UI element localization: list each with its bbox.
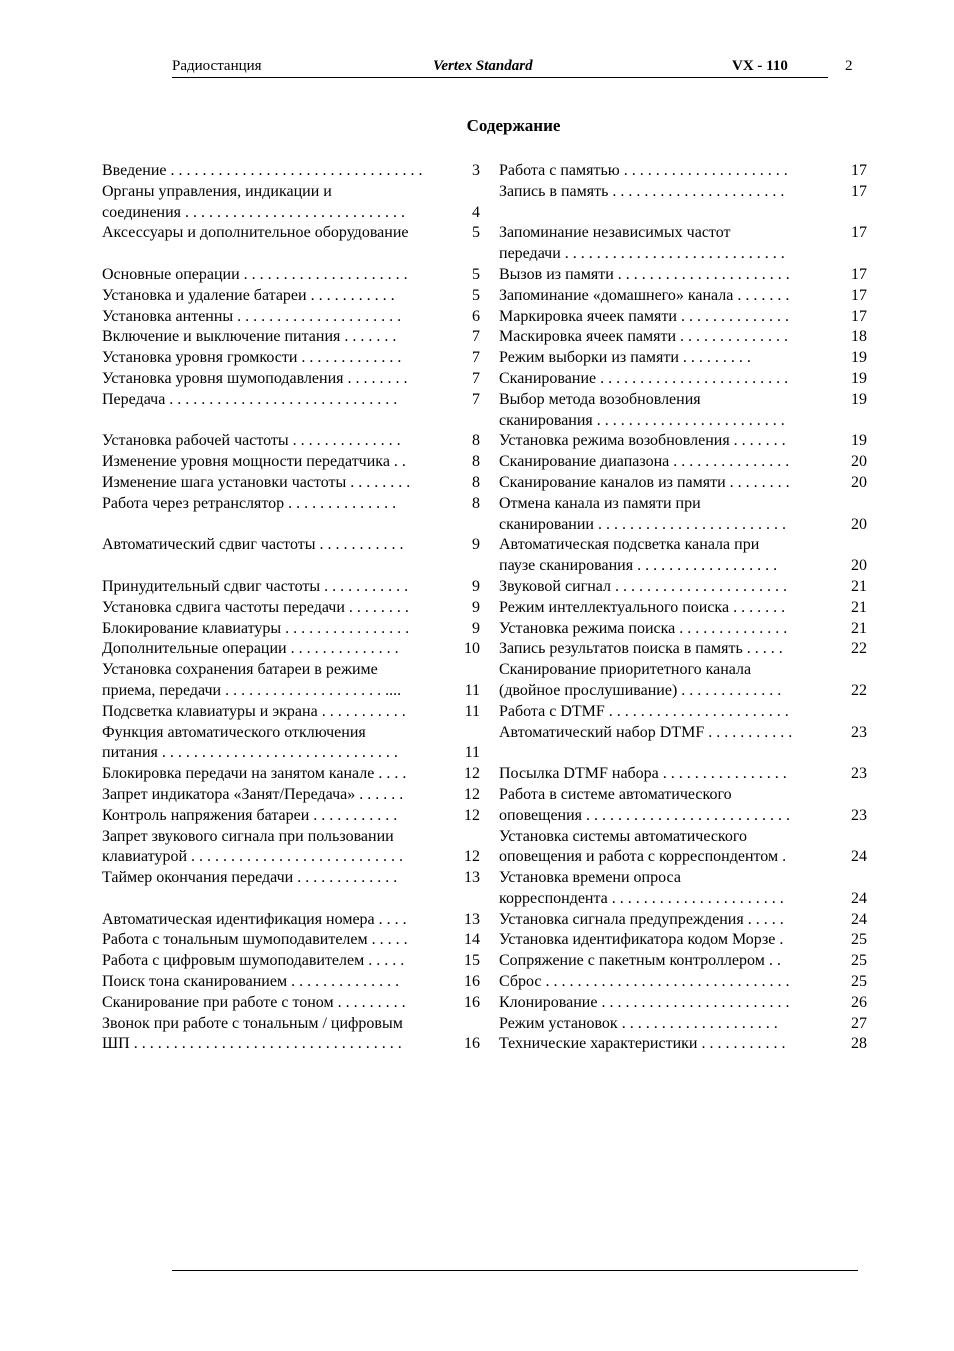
toc-entry-page: 20 (851, 473, 867, 491)
toc-entry-page: 7 (472, 390, 480, 408)
toc-entry (499, 660, 867, 681)
header-device-type: Радиостанция (172, 58, 262, 74)
toc-entry (499, 577, 867, 598)
toc-entry-title: Режим выборки из памяти . . . . . . . . . (499, 349, 751, 367)
toc-entry-title: Подсветка клавиатуры и экрана . . . . . . . . . . . (102, 702, 406, 720)
toc-entry-title: Режим интеллектуального поиска . . . . . . . (499, 598, 786, 616)
toc-entry (499, 889, 867, 910)
toc-entry (499, 411, 867, 432)
toc-entry-title: Отмена канала из памяти при (499, 494, 701, 512)
toc-entry-page: 24 (851, 910, 867, 928)
toc-entry (499, 161, 867, 182)
toc-entry (102, 951, 480, 972)
toc-entry-page: 27 (851, 1014, 867, 1032)
toc-entry (499, 868, 867, 889)
toc-entry-page: 10 (464, 640, 480, 658)
toc-entry-title: Органы управления, индикации и (102, 182, 332, 200)
toc-entry-page: 6 (472, 307, 480, 325)
toc-entry (102, 723, 480, 744)
toc-entry (499, 723, 867, 744)
toc-entry (499, 182, 867, 203)
toc-entry-title: Работа с памятью . . . . . . . . . . . . . . . . . . . . . (499, 162, 788, 179)
toc-entry-page: 19 (851, 432, 867, 450)
toc-entry-title: Сканирование . . . . . . . . . . . . . . . . . . . . . . . . (499, 369, 789, 387)
toc-entry-title: передачи . . . . . . . . . . . . . . . . . . . . . . . . . . . . (499, 245, 785, 263)
toc-entry-title: Работа с цифровым шумоподавителем . . . . . (102, 952, 405, 970)
toc-entry-page: 24 (851, 848, 867, 866)
toc-entry-page: 9 (472, 536, 480, 554)
toc-entry (102, 577, 480, 598)
toc-entry-page: 17 (851, 307, 867, 325)
toc-entry-title: Функция автоматического отключения (102, 723, 366, 741)
toc-entry-title: Выбор метода возобновления (499, 390, 701, 408)
toc-entry-page: 12 (464, 848, 480, 866)
toc-entry-page: 9 (472, 577, 480, 595)
toc-entry-page: 23 (851, 806, 867, 824)
toc-entry (499, 827, 867, 848)
toc-entry-title: приема, передачи . . . . . . . . . . . . . . . . . . . . .... (102, 681, 402, 699)
toc-entry (102, 639, 480, 660)
header-divider (172, 77, 828, 78)
toc-entry (102, 764, 480, 785)
toc-entry (102, 223, 480, 244)
toc-entry-title: сканировании . . . . . . . . . . . . . . . . . . . . . . . . (499, 515, 786, 533)
toc-entry-page: 9 (472, 598, 480, 616)
toc-entry-title: Технические характеристики . . . . . . . . . . . (499, 1035, 786, 1053)
toc-entry-page: 15 (464, 952, 480, 970)
toc-entry-title: Маскировка ячеек памяти . . . . . . . . . . . . . . (499, 328, 789, 346)
toc-entry-page: 21 (851, 598, 867, 616)
toc-entry-page: 5 (472, 224, 480, 242)
toc-entry (499, 556, 867, 577)
toc-entry-title: оповещения и работа с корреспондентом . (499, 848, 787, 866)
page-title: Содержание (466, 116, 561, 135)
toc-entry-title: Основные операции . . . . . . . . . . . . . . . . . . . . . (102, 265, 408, 283)
toc-entry-page: 13 (464, 910, 480, 928)
toc-entry-page: 21 (851, 577, 867, 595)
toc-entry-page: 11 (464, 681, 480, 699)
toc-entry (499, 743, 867, 764)
toc-entry-page: 16 (464, 1035, 480, 1053)
header-model: VX - 110 (732, 58, 788, 74)
toc-entry-page: 7 (472, 349, 480, 367)
toc-entry (499, 806, 867, 827)
toc-entry-page: 7 (472, 328, 480, 346)
footer-divider (172, 1270, 858, 1271)
header-page-number: 2 (845, 58, 853, 74)
toc-entry-title: Сканирование диапазона . . . . . . . . . . . . . . . (499, 453, 790, 471)
toc-entry-page: 18 (851, 328, 867, 346)
toc-entry-title: Работа с тональным шумоподавителем . . . . . (102, 931, 408, 949)
toc-entry-page: 11 (464, 702, 480, 720)
toc-entry-title: Посылка DTMF набора . . . . . . . . . . . . . . . . (499, 765, 787, 783)
toc-entry (499, 598, 867, 619)
toc-entry-title: Установка идентификатора кодом Морзе . (499, 931, 784, 949)
toc-entry-page: 19 (851, 390, 867, 408)
toc-entry (499, 431, 867, 452)
toc-entry-title: Поиск тона сканированием . . . . . . . . . . . . . . (102, 973, 400, 991)
toc-entry-title: соединения . . . . . . . . . . . . . . . . . . . . . . . . . . . . (102, 203, 406, 221)
toc-entry (102, 203, 480, 224)
toc-entry (499, 348, 867, 369)
toc-entry (102, 972, 480, 993)
toc-entry-page: 16 (464, 973, 480, 991)
toc-entry-title: Установка режима поиска . . . . . . . . . . . . . . (499, 619, 788, 637)
toc-entry-title: Установка режима возобновления . . . . . . . (499, 432, 786, 450)
toc-entry (102, 473, 480, 494)
toc-entry-title: Установка уровня шумоподавления . . . . . . . . (102, 369, 408, 387)
toc-entry (499, 951, 867, 972)
toc-entry (102, 411, 480, 432)
toc-entry-page: 12 (464, 785, 480, 803)
toc-entry (102, 847, 480, 868)
toc-entry (499, 535, 867, 556)
toc-entry-title: Запрет индикатора «Занят/Передача» . . . . . . (102, 785, 404, 803)
toc-entry-page: 17 (851, 286, 867, 304)
toc-entry-page: 20 (851, 515, 867, 533)
toc-entry-page: 16 (464, 993, 480, 1011)
toc-entry-page: 14 (464, 931, 480, 949)
toc-entry (499, 473, 867, 494)
toc-entry-page: 21 (851, 619, 867, 637)
toc-entry (102, 681, 480, 702)
toc-entry (499, 930, 867, 951)
toc-entry-title: Установка уровня громкости . . . . . . . . . . . . . (102, 349, 402, 367)
toc-entry-title: оповещения . . . . . . . . . . . . . . . . . . . . . . . . . . (499, 806, 791, 824)
toc-entry-title: Работа с DTMF . . . . . . . . . . . . . . . . . . . . . . . (499, 702, 789, 720)
toc-entry-page: 28 (851, 1035, 867, 1053)
toc-entry-title: Установка системы автоматического (499, 827, 748, 845)
toc-entry-title: Звуковой сигнал . . . . . . . . . . . . . . . . . . . . . . (499, 577, 788, 595)
toc-entry (499, 244, 867, 265)
toc-entry (499, 1034, 867, 1055)
toc-entry (499, 286, 867, 307)
toc-entry (499, 702, 867, 723)
toc-entry-title: Установка сигнала предупреждения . . . . . (499, 910, 784, 928)
toc-entry-title: Введение . . . . . . . . . . . . . . . . . . . . . . . . . . . . . . . . (102, 162, 423, 179)
toc-entry (102, 161, 480, 182)
toc-entry-page: 13 (464, 869, 480, 887)
toc-entry-title: Дополнительные операции . . . . . . . . . . . . . . (102, 640, 399, 658)
toc-entry (499, 993, 867, 1014)
toc-entry-title: Установка времени опроса (499, 869, 681, 887)
toc-entry (102, 785, 480, 806)
toc-entry-title: Маркировка ячеек памяти . . . . . . . . . . . . . . (499, 307, 789, 325)
toc-entry-title: ШП . . . . . . . . . . . . . . . . . . . . . . . . . . . . . . . . . . (102, 1035, 402, 1053)
toc-entry-title: Аксессуары и дополнительное оборудование (102, 224, 409, 242)
toc-entry-title: Установка рабочей частоты . . . . . . . . . . . . . . (102, 432, 401, 450)
toc-entry (499, 847, 867, 868)
toc-entry-page: 8 (472, 473, 480, 491)
toc-entry-title: Запись в память . . . . . . . . . . . . . . . . . . . . . . (499, 182, 785, 200)
toc-entry (499, 307, 867, 328)
toc-entry (499, 972, 867, 993)
toc-entry-page: 7 (472, 369, 480, 387)
toc-entry-page: 12 (464, 806, 480, 824)
toc-entry (102, 889, 480, 910)
toc-entry-title: Сброс . . . . . . . . . . . . . . . . . . . . . . . . . . . . . . . (499, 973, 790, 991)
toc-entry (102, 265, 480, 286)
toc-entry (102, 598, 480, 619)
toc-entry-page: 25 (851, 931, 867, 949)
toc-entry-title: Блокировка передачи на занятом канале . . . . (102, 765, 407, 783)
toc-entry-page: 9 (472, 619, 480, 637)
toc-entry-page: 25 (851, 952, 867, 970)
toc-entry-title: клавиатурой . . . . . . . . . . . . . . . . . . . . . . . . . . . (102, 848, 404, 866)
toc-entry-page: 8 (472, 453, 480, 471)
toc-entry-title: Включение и выключение питания . . . . . . . (102, 328, 397, 346)
toc-entry (102, 993, 480, 1014)
toc-entry-page: 17 (851, 182, 867, 200)
toc-entry-page: 25 (851, 973, 867, 991)
toc-entry-title: Автоматический сдвиг частоты . . . . . . . . . . . (102, 536, 404, 554)
toc-entry (499, 515, 867, 536)
toc-entry (499, 910, 867, 931)
toc-entry (102, 327, 480, 348)
toc-entry-title: Автоматическая идентификация номера . . . . (102, 910, 407, 928)
toc-entry-title: Клонирование . . . . . . . . . . . . . . . . . . . . . . . . (499, 993, 790, 1011)
toc-entry-page: 5 (472, 265, 480, 283)
toc-entry-title: Изменение шага установки частоты . . . . . . . . (102, 473, 411, 491)
toc-entry (102, 806, 480, 827)
toc-entry (499, 1014, 867, 1035)
toc-entry (102, 515, 480, 536)
toc-entry-title: Изменение уровня мощности передатчика . . (102, 453, 406, 471)
toc-entry (102, 930, 480, 951)
toc-entry (499, 764, 867, 785)
toc-entry-title: Вызов из памяти . . . . . . . . . . . . . . . . . . . . . . (499, 265, 790, 283)
toc-entry-page: 19 (851, 349, 867, 367)
toc-entry-title: Сканирование приоритетного канала (499, 661, 752, 679)
toc-entry (102, 369, 480, 390)
toc-entry-title: Сканирование каналов из памяти . . . . . . . . (499, 473, 790, 491)
toc-entry (102, 494, 480, 515)
toc-entry (102, 431, 480, 452)
toc-entry-title: Запрет звукового сигнала при пользовании (102, 827, 394, 845)
toc-entry (102, 452, 480, 473)
toc-entry (102, 348, 480, 369)
toc-entry (102, 910, 480, 931)
toc-entry-page: 8 (472, 432, 480, 450)
toc-entry-title: Автоматическая подсветка канала при (499, 536, 760, 554)
toc-entry (499, 785, 867, 806)
toc-entry-title: Запоминание независимых частот (499, 224, 731, 242)
toc-entry (102, 390, 480, 411)
toc-entry-page: 19 (851, 369, 867, 387)
toc-entry-title: Режим установок . . . . . . . . . . . . . . . . . . . . (499, 1014, 778, 1032)
toc-entry (102, 182, 480, 203)
toc-entry-title: Установка и удаление батареи . . . . . . . . . . . (102, 286, 395, 304)
toc-entry-page: 17 (851, 162, 867, 179)
toc-entry-page: 5 (472, 286, 480, 304)
toc-entry-page: 26 (851, 993, 867, 1011)
toc-entry-title: Звонок при работе с тональным / цифровым (102, 1014, 403, 1032)
toc-entry-page: 22 (851, 681, 867, 699)
toc-entry-page: 12 (464, 765, 480, 783)
toc-entry (499, 494, 867, 515)
toc-entry (102, 619, 480, 640)
toc-entry-title: Установка антенны . . . . . . . . . . . . . . . . . . . . . (102, 307, 402, 325)
toc-entry-title: Блокирование клавиатуры . . . . . . . . . . . . . . . . (102, 619, 410, 637)
toc-entry (499, 223, 867, 244)
toc-entry-title: Установка сохранения батареи в режиме (102, 661, 378, 679)
toc-entry-title: питания . . . . . . . . . . . . . . . . . . . . . . . . . . . . . . (102, 744, 398, 762)
toc-entry-title: Запись результатов поиска в память . . . . . (499, 640, 783, 658)
toc-entry-page: 23 (851, 723, 867, 741)
toc-entry-title: Автоматический набор DTMF . . . . . . . . . . . (499, 723, 793, 741)
toc-entry-title: Передача . . . . . . . . . . . . . . . . . . . . . . . . . . . . . (102, 390, 398, 408)
toc-entry (102, 286, 480, 307)
toc-entry (102, 307, 480, 328)
toc-entry (102, 743, 480, 764)
toc-entry-page: 3 (472, 162, 480, 179)
toc-entry-title: паузе сканирования . . . . . . . . . . . . . . . . . . (499, 557, 778, 575)
toc-entry-title: Установка сдвига частоты передачи . . . . . . . . (102, 598, 409, 616)
toc-entry-page: 23 (851, 765, 867, 783)
toc-entry (499, 327, 867, 348)
toc-entry-title: корреспондента . . . . . . . . . . . . . . . . . . . . . . (499, 889, 784, 907)
toc-entry-title: Таймер окончания передачи . . . . . . . . . . . . . (102, 869, 398, 887)
toc-entry-title: Контроль напряжения батареи . . . . . . . . . . . (102, 806, 398, 824)
toc-entry (102, 556, 480, 577)
toc-entry-page: 4 (472, 203, 480, 221)
toc-entry-title: Работа через ретранслятор . . . . . . . . . . . . . . (102, 494, 397, 512)
toc-entry (102, 1014, 480, 1035)
toc-entry-page: 22 (851, 640, 867, 658)
toc-entry-page: 24 (851, 889, 867, 907)
toc-entry-page: 20 (851, 557, 867, 575)
toc-entry-title: Запоминание «домашнего» канала . . . . . . . (499, 286, 790, 304)
toc-entry (102, 827, 480, 848)
toc-entry (102, 535, 480, 556)
toc-entry (102, 244, 480, 265)
toc-entry-title: Работа в системе автоматического (499, 785, 732, 803)
toc-entry-page: 17 (851, 224, 867, 242)
toc-entry-page: 8 (472, 494, 480, 512)
toc-entry (499, 639, 867, 660)
toc-entry-title: (двойное прослушивание) . . . . . . . . . . . . . (499, 681, 782, 699)
toc-left-column (102, 161, 480, 1055)
header-brand: Vertex Standard (433, 58, 533, 74)
toc-entry (499, 369, 867, 390)
toc-entry-page: 17 (851, 265, 867, 283)
toc-entry (102, 702, 480, 723)
toc-entry (102, 660, 480, 681)
toc-entry-title: Принудительный сдвиг частоты . . . . . . . . . . . (102, 577, 409, 595)
toc-entry (499, 265, 867, 286)
toc-entry (102, 868, 480, 889)
toc-entry (499, 619, 867, 640)
toc-entry-title: Сопряжение с пакетным контроллером . . (499, 952, 781, 970)
toc-entry-page: 11 (464, 744, 480, 762)
toc-entry-page: 20 (851, 453, 867, 471)
toc-entry-title: Сканирование при работе с тоном . . . . . . . . . (102, 993, 406, 1011)
toc-entry (499, 203, 867, 224)
toc-entry-title: сканирования . . . . . . . . . . . . . . . . . . . . . . . . (499, 411, 785, 429)
toc-entry (102, 1034, 480, 1055)
toc-entry (499, 390, 867, 411)
toc-right-column (499, 161, 867, 1055)
toc-entry (499, 452, 867, 473)
toc-entry (499, 681, 867, 702)
